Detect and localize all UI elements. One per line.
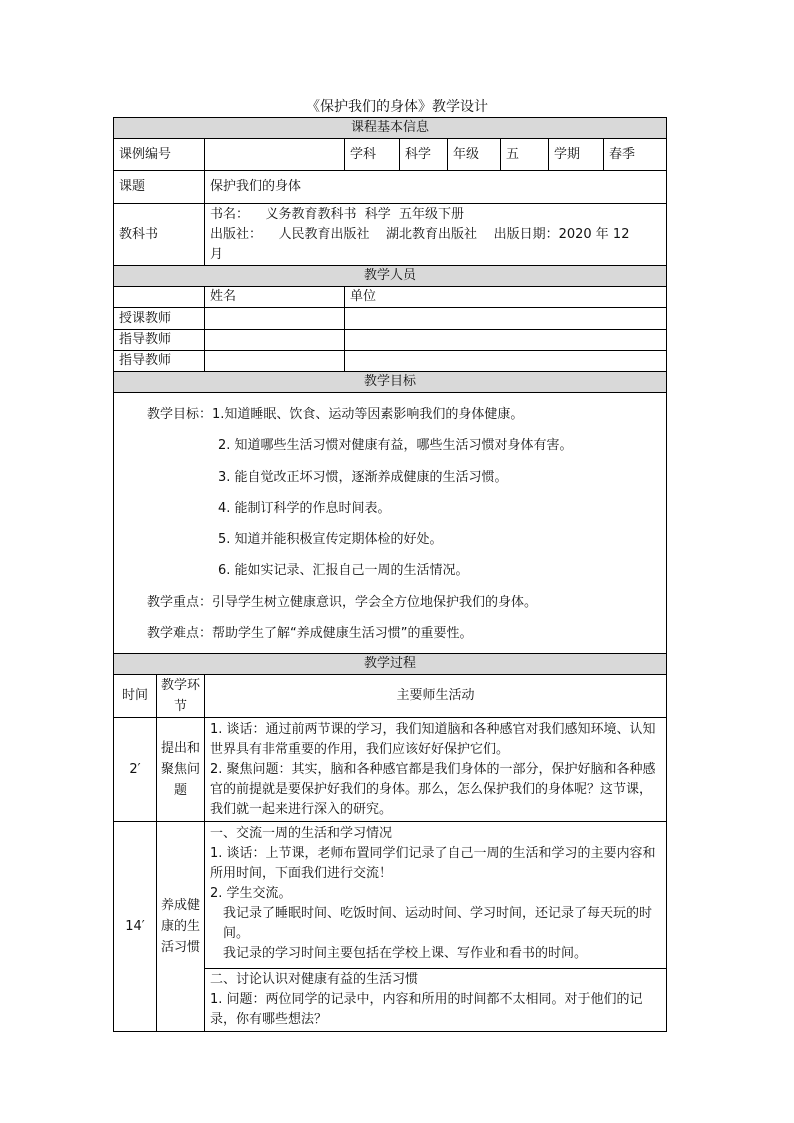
section-process: 教学过程 [114,654,667,675]
staff-name [205,330,345,351]
process-activity-header: 主要师生活动 [205,675,667,718]
activity-part-title: 一、交流一周的生活和学习情况 [210,826,393,842]
grade-label: 年级 [448,139,501,171]
staff-unit [345,351,667,372]
goal-line: 教学目标：1.知道睡眠、饮食、运动等因素影响我们的身体健康。 [147,407,524,422]
topic-label: 课题 [114,171,205,204]
grade-value: 五 [501,139,549,171]
key-point-line: 教学重点：引导学生树立健康意识，学会全方位地保护我们的身体。 [147,594,538,610]
topic-value: 保护我们的身体 [205,171,667,204]
process-stage: 养成健康的生活习惯 [157,822,205,1032]
subject-label: 学科 [345,139,400,171]
difficulty-line: 教学难点：帮助学生了解“养成健康生活习惯”的重要性。 [147,626,473,642]
goals-content [114,393,667,654]
lesson-plan-table [113,117,667,1032]
staff-unit [345,308,667,330]
staff-unit-header: 单位 [345,287,667,308]
activity-paragraph: 我记录了睡眠时间、吃饭时间、运动时间、学习时间，还记录了每天玩的时间。 [223,906,653,942]
process-time: 14′ [114,822,157,1032]
staff-name-header: 姓名 [205,287,345,308]
section-basic-info: 课程基本信息 [114,118,667,139]
goal-line: 6. 能如实记录、汇报自己一周的生活情况。 [218,563,469,579]
term-value: 春季 [604,139,667,171]
staff-name [205,308,345,330]
section-staff: 教学人员 [114,266,667,287]
activity-paragraph: 2. 学生交流。 [210,886,292,902]
textbook-line: 出版社： 人民教育出版社 湖北教育出版社 出版日期：2020 年 12 [210,226,630,242]
activity-part-title: 二、讨论认识对健康有益的生活习惯 [210,972,419,988]
textbook-line: 书名： 义务教育教科书 科学 五年级下册 [210,206,465,222]
goal-line: 2. 知道哪些生活习惯对健康有益，哪些生活习惯对身体有害。 [218,438,573,454]
lesson-no-label: 课例编号 [114,139,205,171]
process-time: 2′ [114,718,157,822]
activity-paragraph: 1. 谈话：上节课，老师布置同学们记录了自己一周的生活和学习的主要内容和所用时间，下面我们进行交流！ [210,846,656,882]
staff-unit [345,330,667,351]
process-activity [205,822,667,969]
staff-role: 指导教师 [114,330,205,351]
textbook-value [205,204,667,266]
activity-paragraph: 1. 谈话：通过前两节课的学习，我们知道脑和各种感官对我们感知环境、认知世界具有非常重要的作用，我们应该好好保护它们。 [210,721,656,757]
goal-line: 5. 知道并能积极宣传定期体检的好处。 [218,532,443,548]
textbook-line: 月 [210,246,224,262]
document-title: 《保护我们的身体》教学设计 [306,99,488,115]
goal-line: 3. 能自觉改正坏习惯，逐渐养成健康的生活习惯。 [218,469,508,485]
lesson-no-value [205,139,345,171]
section-goals: 教学目标 [114,372,667,393]
staff-role: 指导教师 [114,351,205,372]
goal-line: 4. 能制订科学的作息时间表。 [218,500,391,516]
subject-value: 科学 [400,139,448,171]
process-time-header: 时间 [114,675,157,718]
staff-role: 授课教师 [114,308,205,330]
activity-paragraph: 我记录的学习时间主要包括在学校上课、写作业和看书的时间。 [223,946,588,962]
textbook-label: 教科书 [114,204,205,266]
activity-paragraph: 1. 问题：两位同学的记录中，内容和所用的时间都不太相同。对于他们的记录，你有哪些想法？ [210,992,643,1028]
activity-paragraph: 2. 聚焦问题：其实，脑和各种感官都是我们身体的一部分，保护好脑和各种感官的前提就是要保护好我们的身体。那么，怎么保护我们的身体呢？这节课，我们就一起来进行深入的研究。 [210,761,656,817]
process-stage-header: 教学环节 [157,675,205,718]
term-label: 学期 [549,139,604,171]
process-activity [205,718,667,822]
process-activity [205,969,667,1032]
process-stage: 提出和聚焦问题 [157,718,205,822]
staff-name [205,351,345,372]
